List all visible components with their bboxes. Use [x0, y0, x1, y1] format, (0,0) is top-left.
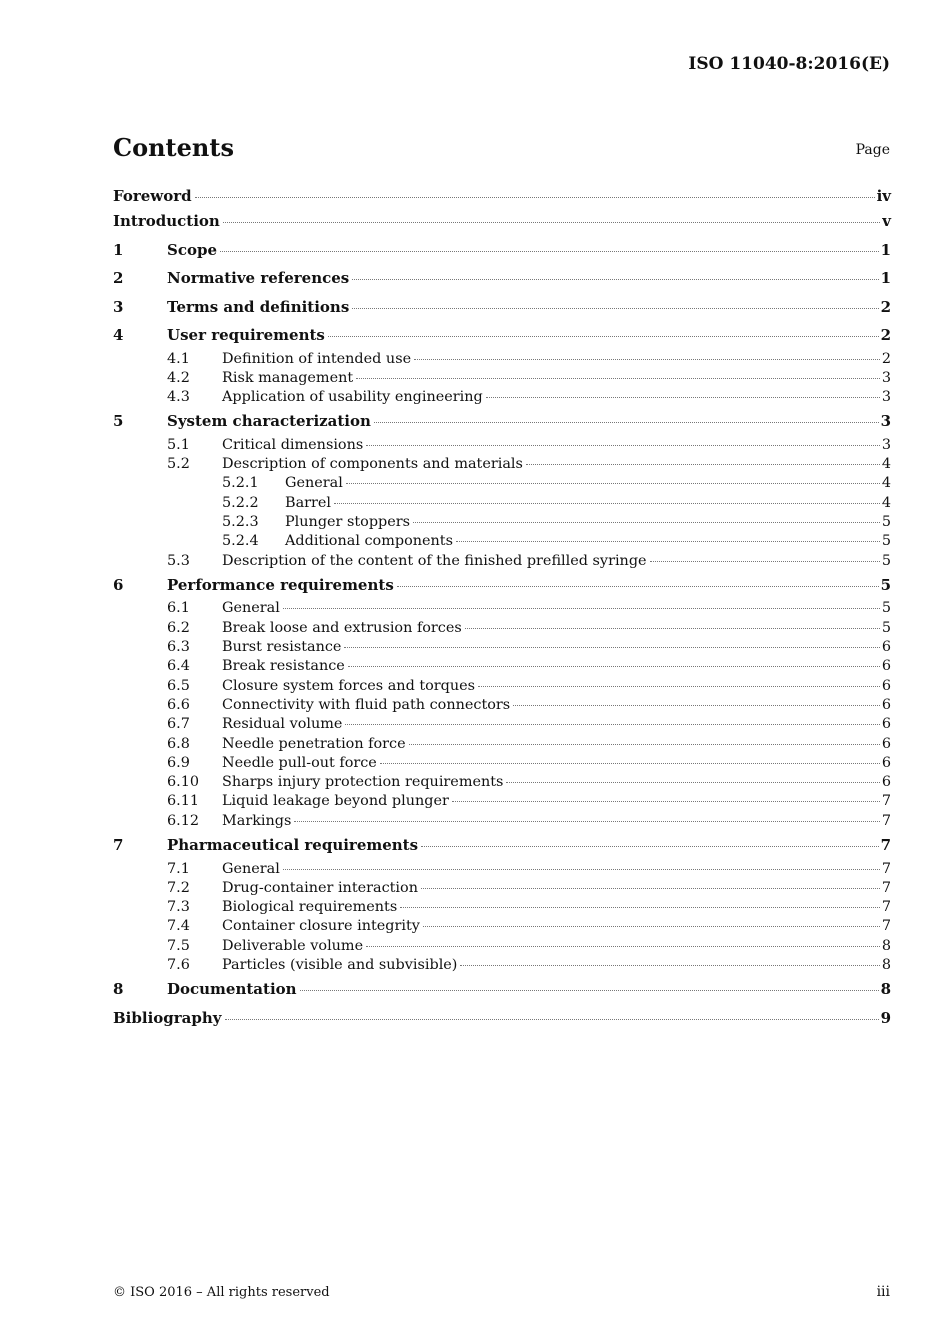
toc-entry[interactable]	[113, 696, 891, 715]
toc-entry-page: 5	[881, 619, 891, 636]
toc-entry[interactable]	[113, 715, 891, 734]
dot-leader	[421, 888, 880, 889]
toc-entry[interactable]	[113, 350, 891, 369]
toc-entry-page: v	[882, 212, 891, 230]
toc-entry-title[interactable]: Deliverable volume	[222, 937, 364, 954]
toc-entry-page: 8	[881, 937, 891, 954]
toc-entry-number: 6.2	[167, 619, 190, 636]
toc-entry[interactable]	[113, 879, 891, 898]
dot-leader	[366, 445, 880, 446]
dot-leader	[356, 378, 880, 379]
toc-entry-page: 3	[881, 389, 891, 406]
toc-entry[interactable]	[113, 552, 891, 571]
toc-entry-number: 5.3	[167, 552, 190, 569]
toc-entry[interactable]	[113, 369, 891, 388]
toc-entry-number: 7.3	[167, 899, 190, 916]
toc-entry[interactable]	[113, 975, 891, 1004]
toc-entry-page: 2	[880, 326, 891, 344]
toc-entry-number: 5.2	[167, 456, 190, 473]
toc-entry[interactable]	[113, 436, 891, 455]
toc-entry[interactable]	[113, 1004, 891, 1033]
toc-entry[interactable]	[113, 321, 891, 350]
toc-entry[interactable]	[113, 407, 891, 436]
toc-entry-page: 7	[881, 793, 891, 810]
toc-entry-page: 7	[881, 860, 891, 877]
toc-entry-page: iv	[876, 187, 891, 205]
toc-entry-title[interactable]: Documentation	[167, 980, 297, 999]
toc-entry-number: 7.4	[167, 918, 190, 935]
toc-entry[interactable]	[113, 619, 891, 638]
toc-entry-page: 7	[881, 812, 891, 829]
toc-entry[interactable]	[113, 388, 891, 407]
toc-entry-number: 6.10	[167, 774, 200, 791]
toc-entry-title[interactable]: Residual volume	[222, 716, 343, 733]
toc-entry-page: 1	[880, 240, 891, 259]
toc-entry-title[interactable]: Description of the content of the finished prefilled syringe	[222, 552, 647, 569]
toc-entry[interactable]	[113, 264, 891, 293]
toc-entry[interactable]	[113, 474, 891, 493]
toc-entry-number: 6.8	[167, 735, 190, 752]
toc-entry-number: 5.2.4	[222, 533, 259, 550]
toc-entry-page: 9	[880, 1008, 891, 1027]
toc-entry-title[interactable]: Markings	[222, 812, 292, 829]
toc-entry-page: 6	[881, 696, 891, 713]
toc-entry-number: 6.7	[167, 716, 190, 733]
toc-entry[interactable]	[113, 860, 891, 879]
toc-entry-title[interactable]: Foreword	[113, 187, 192, 205]
toc-entry-page: 7	[881, 899, 891, 916]
toc-entry-title[interactable]: Needle penetration force	[222, 735, 406, 752]
dot-leader	[334, 503, 880, 504]
toc-entry-number: 6.9	[167, 754, 190, 771]
toc-entry-title[interactable]: Pharmaceutical requirements	[167, 836, 419, 855]
dot-leader	[195, 197, 875, 198]
toc-entry-title[interactable]: Closure system forces and torques	[222, 677, 476, 694]
dot-leader	[421, 846, 879, 847]
toc-entry-page: 3	[881, 369, 891, 386]
toc-entry-title[interactable]: Liquid leakage beyond plunger	[222, 793, 449, 810]
toc-entry[interactable]	[113, 513, 891, 532]
toc-entry[interactable]	[113, 812, 891, 831]
toc-entry[interactable]	[113, 735, 891, 754]
toc-entry-title[interactable]: Break loose and extrusion forces	[222, 619, 462, 636]
toc-entry[interactable]	[113, 494, 891, 513]
dot-leader	[374, 422, 879, 423]
toc-entry-title[interactable]: Barrel	[285, 494, 332, 511]
toc-entry-number: 5	[113, 412, 124, 431]
toc-entry-page: 4	[881, 475, 891, 492]
dot-leader	[409, 744, 880, 745]
toc-entry[interactable]	[113, 638, 891, 657]
footer-page-number: iii	[876, 1284, 890, 1300]
toc-entry-page: 6	[881, 716, 891, 733]
toc-entry[interactable]	[113, 571, 891, 600]
dot-leader	[366, 946, 880, 947]
standard-reference: ISO 11040-8:2016(E)	[688, 54, 890, 74]
toc-entry-number: 7	[113, 836, 124, 855]
dot-leader	[414, 359, 880, 360]
toc-entry-title[interactable]: Description of components and materials	[222, 456, 523, 473]
dot-leader	[283, 869, 880, 870]
toc-entry-number: 6.5	[167, 677, 190, 694]
toc-entry-title[interactable]: Additional components	[285, 533, 453, 550]
toc-entry[interactable]	[113, 207, 891, 236]
toc-entry-title[interactable]: General	[222, 860, 280, 877]
toc-entry-title[interactable]: Biological requirements	[222, 899, 398, 916]
toc-entry[interactable]	[113, 532, 891, 551]
toc-entry-title[interactable]: Performance requirements	[167, 575, 394, 594]
dot-leader	[397, 586, 879, 587]
dot-leader	[650, 561, 880, 562]
toc-entry-number: 4.3	[167, 389, 190, 406]
dot-leader	[456, 541, 880, 542]
toc-entry-title[interactable]: Normative references	[167, 269, 350, 287]
toc-entry-title[interactable]: Bibliography	[113, 1008, 222, 1027]
toc-entry-title[interactable]: Risk management	[222, 369, 354, 386]
toc-entry-page: 6	[881, 658, 891, 675]
toc-entry-number: 1	[113, 240, 124, 259]
toc-entry-page: 8	[881, 957, 891, 974]
toc-entry[interactable]	[113, 754, 891, 773]
toc-entry-title[interactable]: System characterization	[167, 412, 371, 431]
toc-entry-title[interactable]: Needle pull-out force	[222, 754, 377, 771]
toc-entry-number: 4	[113, 326, 124, 344]
dot-leader	[513, 705, 880, 706]
toc-entry-page: 5	[881, 514, 891, 531]
toc-entry[interactable]	[113, 236, 891, 265]
toc-entry-page: 5	[881, 533, 891, 550]
toc-entry[interactable]	[113, 185, 891, 207]
toc-entry-number: 7.5	[167, 937, 190, 954]
toc-entry[interactable]	[113, 677, 891, 696]
toc-entry-title[interactable]: Break resistance	[222, 658, 345, 675]
dot-leader	[223, 222, 880, 223]
dot-leader	[478, 686, 880, 687]
toc-entry-number: 6.3	[167, 639, 190, 656]
toc-entry-title[interactable]: Drug-container interaction	[222, 879, 418, 896]
toc-entry[interactable]	[113, 792, 891, 811]
toc-entry-title[interactable]: Scope	[167, 240, 218, 259]
toc-entry-title[interactable]: Critical dimensions	[222, 436, 364, 453]
toc-entry-page: 6	[881, 754, 891, 771]
toc-entry[interactable]	[113, 917, 891, 936]
toc-entry-page: 3	[881, 436, 891, 453]
toc-entry-page: 2	[881, 350, 891, 367]
toc-entry[interactable]	[113, 773, 891, 792]
toc-entry[interactable]	[113, 937, 891, 956]
dot-leader	[352, 279, 878, 280]
toc-entry-page: 7	[881, 918, 891, 935]
toc-entry-page: 1	[880, 269, 891, 287]
toc-entry-number: 7.1	[167, 860, 190, 877]
toc-entry-number: 7.2	[167, 879, 190, 896]
dot-leader	[452, 801, 880, 802]
dot-leader	[486, 397, 880, 398]
toc-entry[interactable]	[113, 956, 891, 975]
toc-entry-title[interactable]: Burst resistance	[222, 639, 342, 656]
toc-entry-number: 6.11	[167, 793, 200, 810]
toc-entry-title[interactable]: General	[222, 600, 280, 617]
dot-leader	[294, 821, 879, 822]
toc-entry-title[interactable]: Particles (visible and subvisible)	[222, 957, 458, 974]
toc-entry[interactable]	[113, 657, 891, 676]
toc-entry[interactable]	[113, 599, 891, 618]
toc-entry-number: 5.1	[167, 436, 190, 453]
toc-entry-page: 4	[881, 456, 891, 473]
toc-entry-number: 8	[113, 980, 124, 999]
toc-entry-number: 5.2.1	[222, 475, 259, 492]
toc-entry-page: 6	[881, 639, 891, 656]
toc-entry-title[interactable]: Container closure integrity	[222, 918, 420, 935]
page-title: Contents	[113, 133, 234, 162]
toc-entry-title[interactable]: Application of usability engineering	[222, 389, 483, 406]
dot-leader	[300, 990, 879, 991]
toc-entry[interactable]	[113, 455, 891, 474]
dot-leader	[400, 907, 880, 908]
toc-entry-number: 6.1	[167, 600, 190, 617]
toc-entry-number: 4.2	[167, 369, 190, 386]
dot-leader	[220, 251, 879, 252]
dot-leader	[506, 782, 879, 783]
toc-entry-title[interactable]: Connectivity with fluid path connectors	[222, 696, 511, 713]
dot-leader	[283, 608, 880, 609]
dot-leader	[465, 628, 880, 629]
toc-entry-number: 5.2.3	[222, 514, 259, 531]
toc-entry-page: 7	[881, 879, 891, 896]
toc-entry-page: 6	[881, 735, 891, 752]
toc-entry-title[interactable]: Terms and definitions	[167, 297, 350, 316]
dot-leader	[225, 1019, 879, 1020]
toc-entry-title[interactable]: Sharps injury protection requirements	[222, 774, 504, 791]
dot-leader	[345, 724, 879, 725]
dot-leader	[413, 522, 880, 523]
toc-entry-title[interactable]: User requirements	[167, 326, 325, 344]
toc-entry-number: 7.6	[167, 957, 190, 974]
toc-entry-number: 5.2.2	[222, 494, 259, 511]
dot-leader	[423, 926, 880, 927]
toc-entry-page: 5	[880, 575, 891, 594]
toc-entry-title[interactable]: Definition of intended use	[222, 350, 412, 367]
toc-entry-number: 3	[113, 297, 124, 316]
toc-entry-number: 4.1	[167, 350, 190, 367]
toc-entry-number: 6.4	[167, 658, 190, 675]
toc-entry-number: 2	[113, 269, 124, 287]
toc-entry-title[interactable]: Plunger stoppers	[285, 514, 411, 531]
toc-entry-number: 6	[113, 575, 124, 594]
toc-entry-page: 4	[881, 494, 891, 511]
toc-entry-page: 3	[880, 412, 891, 431]
copyright-notice: © ISO 2016 – All rights reserved	[113, 1285, 330, 1300]
toc-entry[interactable]	[113, 293, 891, 322]
dot-leader	[348, 666, 880, 667]
toc-entry-page: 5	[881, 600, 891, 617]
dot-leader	[328, 336, 879, 337]
dot-leader	[460, 965, 879, 966]
toc-entry[interactable]	[113, 898, 891, 917]
toc-entry-page: 6	[881, 677, 891, 694]
dot-leader	[352, 308, 878, 309]
toc-entry[interactable]	[113, 831, 891, 860]
toc-entry-page: 6	[881, 774, 891, 791]
toc-entry-number: 6.12	[167, 812, 200, 829]
toc-entry-page: 5	[881, 552, 891, 569]
table-of-contents	[113, 185, 891, 1032]
toc-entry-title[interactable]: Introduction	[113, 212, 220, 230]
page-column-label: Page	[855, 142, 890, 158]
toc-entry-page: 8	[880, 980, 891, 999]
toc-entry-title[interactable]: General	[285, 475, 343, 492]
dot-leader	[526, 464, 880, 465]
toc-entry-page: 2	[880, 297, 891, 316]
toc-entry-number: 6.6	[167, 696, 190, 713]
dot-leader	[346, 483, 880, 484]
toc-entry-page: 7	[880, 836, 891, 855]
dot-leader	[380, 763, 880, 764]
dot-leader	[344, 647, 879, 648]
